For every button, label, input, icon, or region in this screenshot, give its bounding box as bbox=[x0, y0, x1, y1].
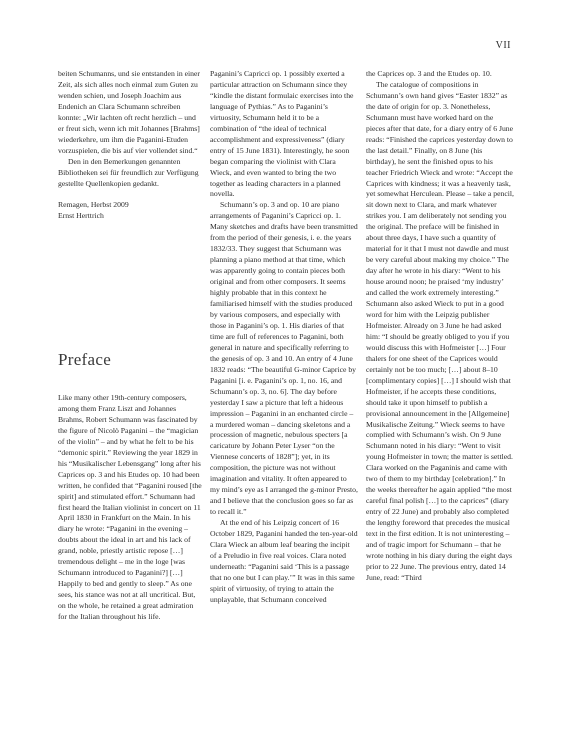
preface-column-1 bbox=[58, 393, 203, 623]
author-name: Ernst Herttrich bbox=[58, 211, 104, 221]
preface-paragraph-5: the Caprices op. 3 and the Etudes op. 10. bbox=[366, 69, 492, 78]
preface-column-2 bbox=[210, 69, 358, 606]
preface-paragraph-6: The catalogue of compositions in Schumann’s own hand gives “Easter 1832” as the date of origin for op. 3. Nonetheless, Schumann must have worked hard on the pieces after that date, for a diary entry of 6 June reads: “Finished the caprices yesterday down to the last detail.” Finally, on 8 June (his birthday), he sent the finished opus to his teacher Friedrich Wieck and wrote: “Accept the Caprices with kindness; it was a heavenly task, yet somewhat Herculean. Please – take a pencil, sit down next to Clara, and mark whatever strikes you. I am deliberately not sending you the original. The preface will be finished in about three days, I have such a quantity of material for it that I must not dawdle and must be very careful about making my choice.” The day after he wrote in his diary: “Went to his house around noon; he praised ‘my industry’ and called the work extremely interesting.” Schumann also asked Wieck to put in a good word for him with the Leipzig publisher Hofmeister. Already on 3 June he had asked him: “I should be greatly obliged to you if you would discuss this with Hofmeister […] Four thalers for one sheet of the Caprices would certainly not be too much; […] about 8–10 [complimentary copies] […] I should wish that Hofmeister, if he accepts these conditions, should take it upon himself to publish a provisional announcement in the [Allgemeine] Musikalische Zeitung.” Wieck seems to have complied with Schumann’s wish. On 9 June Schumann noted in his diary: “Went to visit young Hofmeister in town; the matter is settled. Clara worked on the Paganinis and came with two of them to my birthday [celebration].” In the weeks thereafter he again applied “the most careful final polish […] to the caprices” (diary entry of 22 June) and probably also completed the lengthy foreword that precedes the musical text in the first edition. It is not uninteresting – and of tragic import for Schumann – that he wrote nothing in his diary during the eight days prior to 22 June. The previous entry, dated 14 June, read: “Third bbox=[366, 79, 514, 582]
place-date: Remagen, Herbst 2009 bbox=[58, 200, 129, 210]
german-paragraph-1: beiten Schumanns, und sie entstanden in einer Zeit, als sich alles noch einmal zum Guten zu wenden schien, und Joseph Joachim aus Endenich an Clara Schumann schreiben konnte: „Wir lachten oft recht herzlich – und er freut sich, wenn ich mit Johannes [Brahms] wiederkehre, um ihm die Paganini-Etuden vorzuspielen, die bis auf vier vollendet sind.“ bbox=[58, 69, 200, 155]
preface-paragraph-3: Schumann’s op. 3 and op. 10 are piano arrangements of Paganini’s Capricci op. 1. Many sketches and drafts have been transmitted from the period of their genesis, i. e. the years 1832/33. They suggest that Schumann was planning a piano method at that time, which was apparently going to contain pieces both original and from other composers. It seems highly probable that in this context he familiarised himself with the studies produced by various composers, and especially with those in Paganini’s op. 1. His diaries of that time are full of references to Paganini, both general in nature and specifically referring to the genesis of op. 3 and 10. An entry of 4 June 1832 reads: “The beautiful G-minor Caprice by Paganini [i. e. Paganini’s op. 1, no. 16, and Schumann’s op. 3, no. 6]. The day before yesterday I saw a picture that left a hideous impression – Paganini in an enchanted circle – a murdered woman – dancing skeletons and a procession of magnetic, nebulous specters [a caricature by Johann Peter Lyser “on the Viennese concerts of 1828”]; yet, in its composition, the picture was not without imagination and vitality. It often appeared to my mind’s eye as I arranged the g-minor Presto, and I believe that the conclusion goes so far as to recall it.” bbox=[210, 200, 358, 517]
german-paragraph-2: Den in den Bemerkungen genannten Bibliotheken sei für freundlich zur Verfügung gestellte Quellenkopien gedankt. bbox=[58, 156, 199, 188]
preface-paragraph-2: Paganini’s Capricci op. 1 possibly exerted a particular attraction on Schumann since they “kindle the distant formulaic exercises into the language of Pythias.” As to Paganini’s virtuosity, Schumann held it to be a combination of “the ideal of technical accomplishment and expressiveness” (diary entry of 15 June 1831). Interestingly, he soon began comparing the violinist with Clara Wieck, and even wanted to bring the two together as leading characters in a planned novella. bbox=[210, 69, 354, 199]
german-afterword-column bbox=[58, 69, 203, 222]
preface-heading: Preface bbox=[58, 350, 112, 369]
preface-paragraph-4: At the end of his Leipzig concert of 16 October 1829, Paganini handed the ten-year-old Clara Wieck an album leaf bearing the incipit of a Preludio in five real voices. Clara noted underneath: “Paganini said ‘This is a passage that no one but I can play.’” It was in this same spirit of virtuosity, of trying to attain the unplayable, that Schumann conceived bbox=[210, 518, 358, 604]
preface-column-3 bbox=[366, 69, 514, 584]
page-number: VII bbox=[495, 40, 511, 51]
preface-paragraph-1: Like many other 19th-century composers, among them Franz Liszt and Johannes Brahms, Robert Schumann was fascinated by the figure of Nicolò Paganini – the “magician of the violin” – and by what he felt to be his “demonic spirit.” Reviewing the year 1829 in his “Musikalischer Lebensgang” long after his Caprices op. 3 and his Etudes op. 10 had been written, he confided that “Paganini roused [the spirit] and stimulated effort.” Schumann had first heard the Italian violinist in concert on 11 April 1830 in Frankfurt on the Main. In his diary he wrote: “Paganini in the evening – doubts about the ideal in art and his lack of grand, noble, priestly artistic repose […] tremendous delight – me in the loge [was Schumann introduced to Paganini?] […] Happily to bed and gently to sleep.” As one sees, his stance was not at all uncritical. But, on the whole, he retained a great admiration for the Italian throughout his life. bbox=[58, 393, 202, 622]
